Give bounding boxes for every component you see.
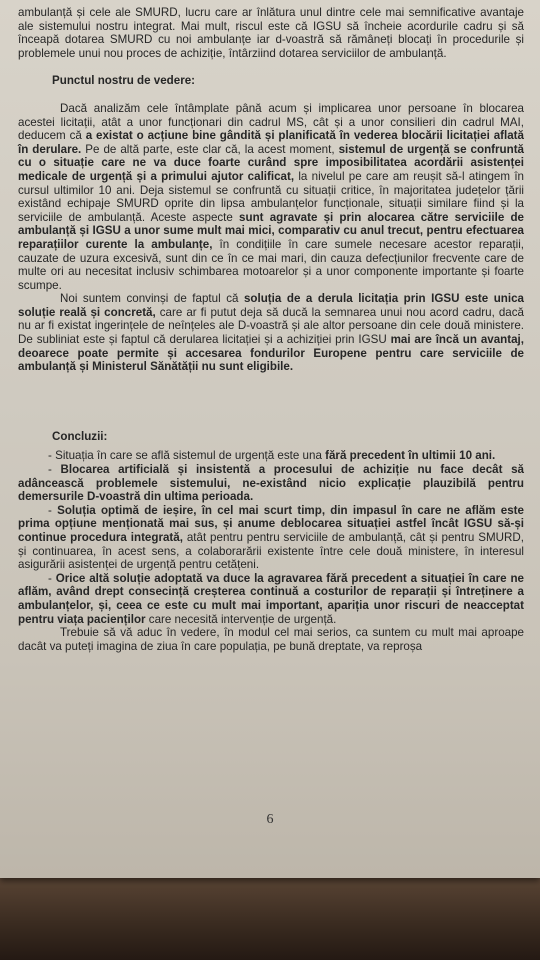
bold-text-run: mai are încă un avantaj, deoarece poate permite și accesarea fondurilor Europene pentru care serviciile de ambulanță și Ministerul Sănătății nu sunt eligibile.	[18, 333, 524, 374]
text-run: la nivelul pe care am reușit să-l atingem în cursul ultimilor 10 ani. Deja sistemul se confruntă cu situații critice, în majoritatea județelor țării existând echipaje SMURD oprite din lipsa ambulanțelor funcționale, situații similare fiind și la serviciile de ambulanță. Aceste aspecte	[18, 169, 524, 224]
text-run: care necesită intervenție de urgență.	[145, 612, 337, 626]
bold-text-run: soluția de a derula licitația prin IGSU este unica soluție reală și concretă,	[18, 292, 524, 319]
intro-paragraph	[18, 6, 524, 60]
bold-text-run: Orice altă soluție adoptată va duce la agravarea fără precedent a situației în care ne aflăm, având drept consecință creșterea continuă a costurilor de reparații și întreținere a ambulanțelor, și, ceea ce este cu mult mai important, apariția unor riscuri de neacceptat pentru viața pacienților	[18, 571, 524, 626]
text-run: care ar fi putut deja să ducă la semnarea unui nou acord cadru, dacă nu ar fi existat ingerințele de neînțeles ale D-voastră și ale altor persoane din cele două ministere. De subliniat este și faptul că derularea licitației și a achiziției prin IGSU	[18, 305, 524, 347]
text-run: Noi suntem convinși de faptul că	[60, 292, 244, 306]
text-run: -	[48, 503, 58, 517]
conclusion-item-2	[18, 463, 524, 504]
bold-text-run: fără precedent în ultimii 10 ani.	[325, 449, 496, 463]
text-run: ambulanță și cele ale SMURD, lucru care ar înlătura unul dintre cele mai semnificative avantaje ale sistemului nostru integrat. Mai mult, riscul este că IGSU să încheie acordurile cadru și să înceapă dotarea SMURD cu noi ambulanțe iar d-voastră să rămâneți blocați în procedurile și problemele unui nou proces de achiziție, întârziind dotarea serviciilor de ambulanță.	[18, 6, 524, 60]
page-number: 6	[266, 812, 274, 827]
bold-text-run: Blocarea artificială și insistentă a procesului de achiziție nu face decât să adâncească problemele sistemului, ne-existând nicio explicație plauzibilă pentru demersurile D-voastră din ultima perioada.	[18, 463, 524, 504]
text-run: Dacă analizăm cele întâmplate până acum și implicarea unor persoane în blocarea acestei licitații, atât a unor funcționari din cadrul MS, cât și a unor consilieri din cadrul MAI, deducem că	[18, 101, 524, 143]
table-surface	[0, 876, 540, 960]
bold-text-run: Soluția optimă de ieșire, în cel mai scurt timp, din impasul în care ne aflăm este prima opțiune menționată mai sus, și anume deblocarea situației astfel încât IGSU să-și continue procedura integrată,	[18, 503, 524, 544]
conclusion-item-1	[18, 449, 524, 463]
viewpoint-paragraph-1	[18, 102, 524, 292]
text-run: Pe de altă parte, este clar că, la acest moment,	[81, 142, 339, 156]
text-run: Trebuie să vă aduc în vedere, în modul cel mai serios, ca suntem cu mult mai aproape dacât va puteți imagina de ziua în care populația, pe bună dreptate, va reproșa	[18, 626, 524, 653]
text-run: -	[48, 571, 56, 585]
document-body	[18, 6, 524, 653]
bold-text-run: sistemul de urgență se confruntă cu o situație care ne va duce foarte curând spre imposibilitatea acordării asistenței medicale de urgență și a primului ajutor calificat,	[18, 142, 525, 183]
bold-text-run: sunt agravate și prin alocarea către serviciile de ambulanță și IGSU a unor sume mult mai mici, comparativ cu anul trecut, pentru efectuarea reparațiilor curente la ambulanțe,	[18, 210, 524, 251]
viewpoint-paragraph-2	[18, 292, 524, 374]
section-heading-viewpoint: Punctul nostru de vedere:	[52, 74, 196, 88]
bold-text-run: a existat o acțiune bine gândită și planificată în vederea blocării licitației aflată în derulare.	[18, 129, 524, 156]
section-heading-conclusions: Concluzii:	[52, 429, 108, 443]
closing-paragraph	[18, 626, 524, 653]
conclusion-item-3	[18, 504, 524, 572]
text-run: -	[48, 463, 61, 477]
conclusion-item-4	[18, 572, 524, 626]
text-run: atât pentru pentru serviciile de ambulanță, cât și pentru SMURD, și continuarea, în acest sens, a colaborarării existente între cele două ministere, în interesul asigurării asistenței de urgență pentru cetățeni.	[18, 531, 524, 572]
text-run: - Situația în care se află sistemul de urgență este una	[48, 449, 326, 463]
text-run: în condițiile în care sumele necesare acestor reparații, cauzate de uzura excesivă, sunt din ce în ce mai mari, din cauza defecțiunilor frecvente care de multe ori au necesitat inclusiv schimbarea motoarelor și a unor componente importante și foarte scumpe.	[18, 237, 524, 292]
